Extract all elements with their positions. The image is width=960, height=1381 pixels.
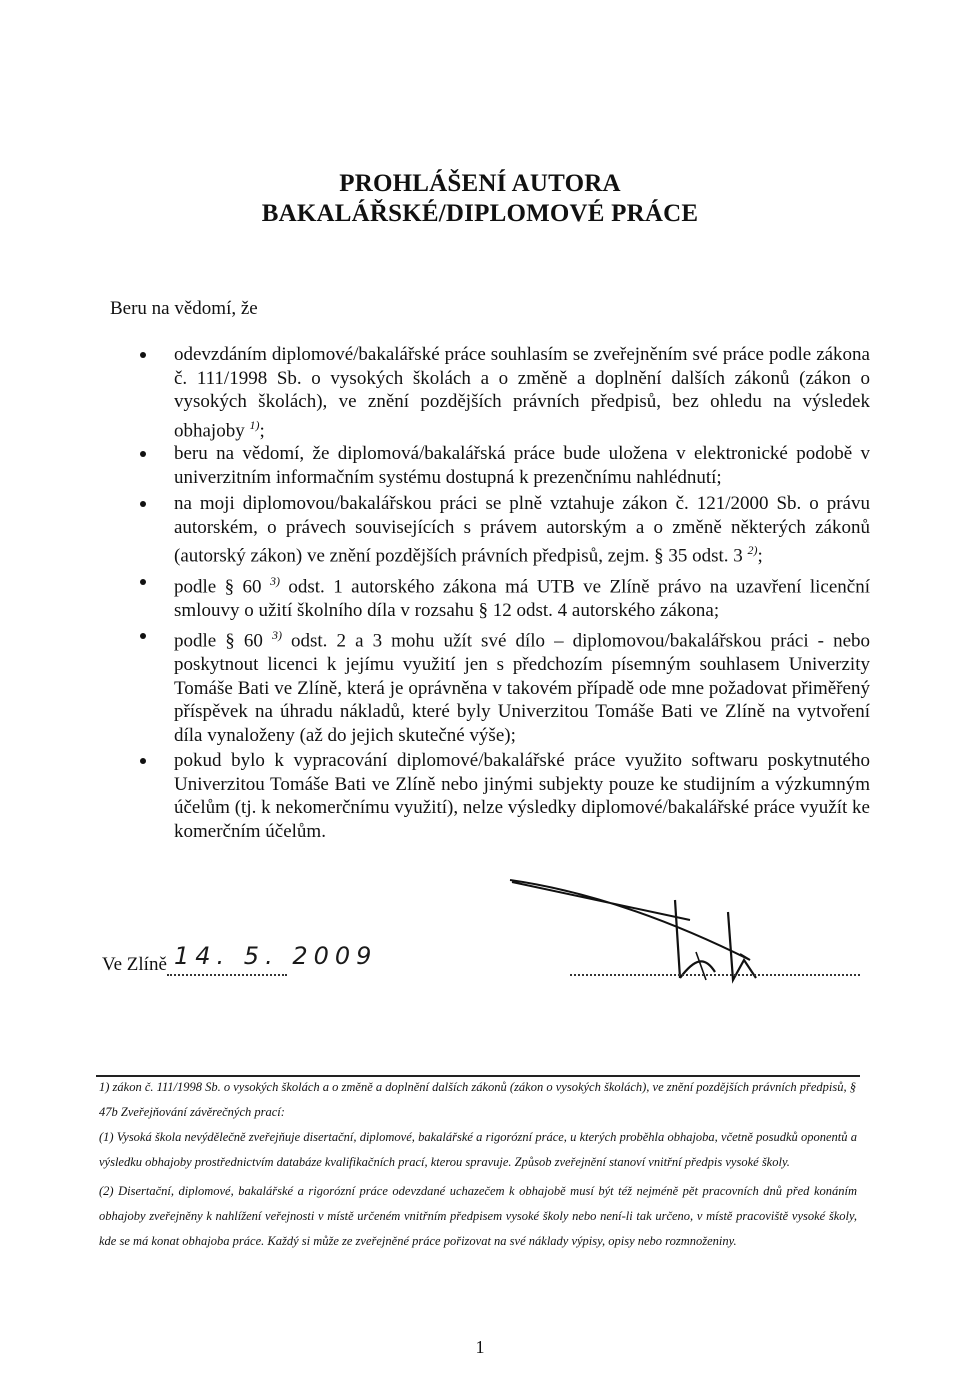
signature-row — [102, 942, 862, 988]
page-number: 1 — [475, 1337, 485, 1357]
declaration-item-4 — [130, 570, 870, 622]
footnote-ref-3b: 3) — [271, 628, 282, 643]
footnote-ref-2: 2) — [747, 543, 758, 558]
declaration-item-3-tail: ; — [757, 545, 763, 567]
declaration-item-2 — [130, 442, 870, 489]
declaration-item-4-tail: odst. 1 autorského zákona má UTB ve Zlíně právo na uzavření licenční smlouvy o užití školního díla v rozsahu § 12 odst. 4 autorského zákona; — [174, 576, 870, 621]
signature-dotted-line — [570, 972, 860, 976]
footnote-1-heading: 1) zákon č. 111/1998 Sb. o vysokých školách a o změně a doplnění dalších zákonů (zákon o vysokých školách), ve znění pozdějších právních předpisů, § 47b Zveřejňování závěrečných prací: — [99, 1080, 856, 1119]
intro-text: Beru na vědomí, že — [110, 298, 258, 319]
declaration-item-1-tail: ; — [259, 419, 265, 441]
declaration-list — [130, 343, 870, 843]
footnote-ref-3a: 3) — [269, 574, 280, 589]
declaration-item-3-text: na moji diplomovou/bakalářskou práci se plně vztahuje zákon č. 121/2000 Sb. o právu autorském, o právech souvisejících s právem autorským a o změně některých zákonů (autorský zákon) ve znění pozdějších právních předpisů, zejm. § 35 odst. 3 — [174, 493, 870, 567]
declaration-item-5-tail: odst. 2 a 3 mohu užít své dílo – diplomovou/bakalářskou práci - nebo poskytnout licenci k jejímu využití jen s předchozím písemným souhlasem Univerzity Tomáše Bati ve Zlíně, která je oprávněna v takovém případě ode mne požadovat přiměřený příspěvek na úhradu nákladů, které byly Univerzitou Tomáše Bati ve Zlíně na vytvoření díla vynaloženy (až do jejich skutečné výše); — [174, 630, 870, 746]
signature-place: Ve Zlíně — [102, 954, 167, 975]
footnote-paragraph-1: (1) Vysoká škola nevýdělečně zveřejňuje disertační, diplomové, bakalářské a rigorózní práce, u kterých proběhla obhajoba, včetně posudků oponentů a výsledku obhajoby prostřednictvím databáze kvalifikačních prací, kterou spravuje. Způsob zveřejnění stanoví vnitřní předpis vysoké školy. — [99, 1130, 857, 1169]
declaration-item-5-text: podle § 60 — [174, 630, 263, 652]
declaration-item-3 — [130, 492, 870, 568]
declaration-item-1 — [130, 343, 870, 442]
declaration-item-2-text: beru na vědomí, že diplomová/bakalářská práce bude uložena v elektronické podobě v univerzitním informačním systému dostupná k prezenčnímu nahlédnutí; — [174, 443, 870, 488]
declaration-item-6-text: pokud bylo k vypracování diplomové/bakalářské práce využito softwaru poskytnutého Univerzitou Tomáše Bati ve Zlíně nebo jinými subjekty pouze ke studijním a výzkumným účelům (tj. k nekomerčnímu využití), nelze výsledky diplomové/bakalářské práce využít ke komerčním účelům. — [174, 750, 870, 842]
date-dotted-line — [167, 972, 287, 976]
footnotes — [99, 1075, 857, 1254]
footnote-paragraph-2: (2) Disertační, diplomové, bakalářské a rigorózní práce odevzdané uchazečem k obhajobě musí být též nejméně pět pracovních dnů před konáním obhajoby zveřejněny k nahlížení veřejnosti v místě určeném vnitřním předpisem vysoké školy nebo není-li tak určeno, v místě pracoviště vysoké školy, kde se má konat obhajoba práce. Každý si může ze zveřejněné práce pořizovat na své náklady výpisy, opisy nebo rozmnoženiny. — [99, 1184, 857, 1248]
footnote-ref-1: 1) — [249, 417, 260, 432]
document-title-line-1: PROHLÁŠENÍ AUTORA — [339, 170, 621, 197]
declaration-item-1-text: odevzdáním diplomové/bakalářské práce souhlasím se zveřejněním své práce podle zákona č. 111/1998 Sb. o vysokých školách a o změně a doplnění dalších zákonů (zákon o vysokých školách), ve znění pozdějších právních předpisů, bez ohledu na výsledek obhajoby — [174, 344, 870, 441]
declaration-item-6 — [130, 749, 870, 843]
declaration-item-4-text: podle § 60 — [174, 576, 262, 598]
signature-date: 14. 5. 2009 — [174, 942, 378, 970]
document-title-line-2: BAKALÁŘSKÉ/DIPLOMOVÉ PRÁCE — [261, 200, 699, 227]
declaration-item-5 — [130, 624, 870, 747]
